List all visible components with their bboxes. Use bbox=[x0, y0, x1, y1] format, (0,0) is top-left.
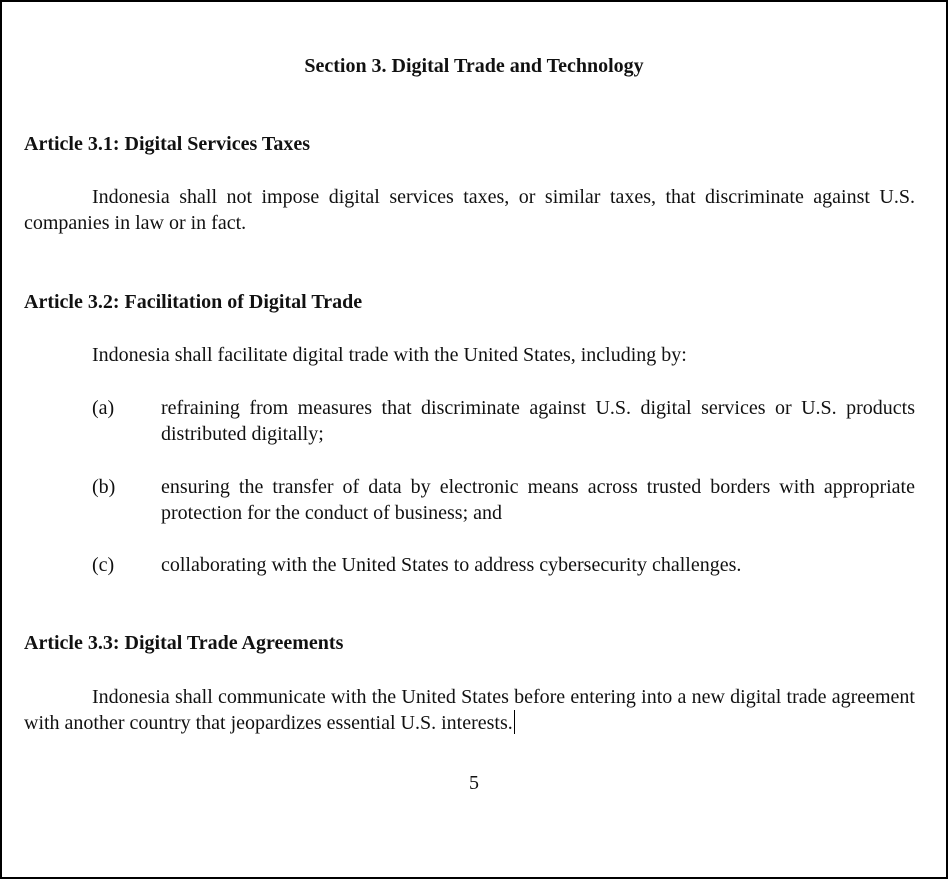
list-item-b-text: ensuring the transfer of data by electronic means across trusted borders with appropriate protection for the conduct of business; and bbox=[161, 476, 915, 524]
list-item-c-text: collaborating with the United States to address cybersecurity challenges. bbox=[161, 554, 742, 576]
page-number: 5 bbox=[469, 772, 479, 794]
article-3-3-heading: Article 3.3: Digital Trade Agreements bbox=[24, 632, 344, 654]
text-cursor bbox=[514, 710, 515, 734]
list-item-a-marker: (a) bbox=[92, 397, 115, 419]
article-3-3-body: Indonesia shall communicate with the United States before entering into a new digital trade agreement with another country that jeopardizes essential U.S. interests. bbox=[24, 686, 915, 734]
article-3-3-body-container[interactable] bbox=[24, 684, 915, 736]
list-item-b-marker: (b) bbox=[92, 476, 116, 498]
article-3-2-heading: Article 3.2: Facilitation of Digital Trade bbox=[24, 291, 363, 313]
section-title: Section 3. Digital Trade and Technology bbox=[304, 55, 644, 77]
list-item-c-marker: (c) bbox=[92, 554, 115, 576]
article-3-1-heading: Article 3.1: Digital Services Taxes bbox=[24, 133, 311, 155]
article-3-2-intro: Indonesia shall facilitate digital trade with the United States, including by: bbox=[92, 344, 687, 366]
article-3-1-body: Indonesia shall not impose digital services taxes, or similar taxes, that discriminate against U.S. companies in law or in fact. bbox=[24, 186, 915, 234]
list-item-a-text: refraining from measures that discriminate against U.S. digital services or U.S. products distributed digitally; bbox=[161, 397, 915, 445]
